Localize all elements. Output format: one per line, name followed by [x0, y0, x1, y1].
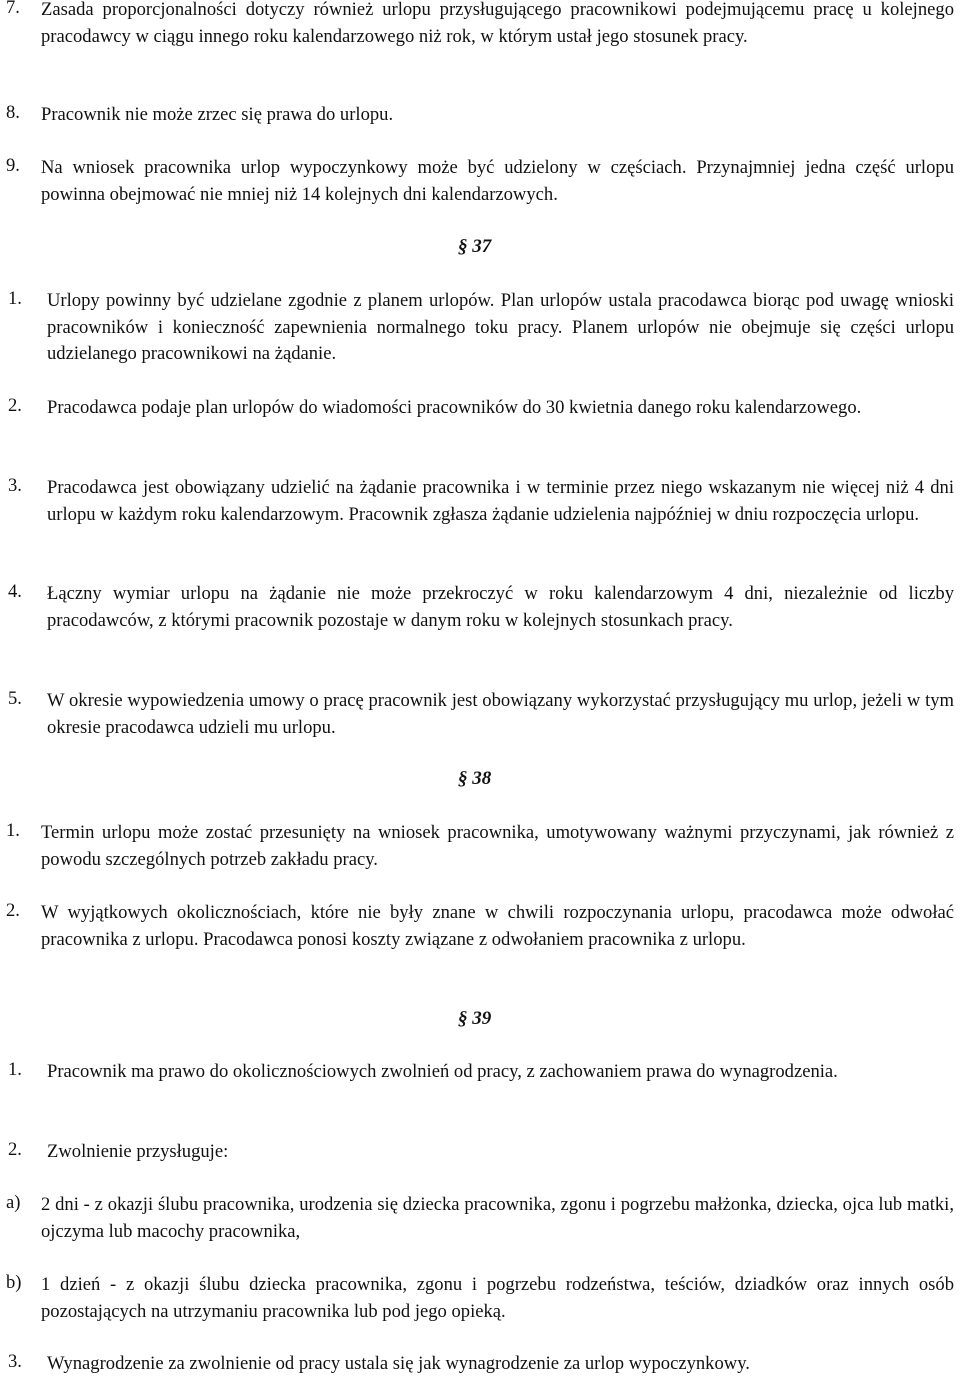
paragraph-number: 5.: [8, 688, 22, 709]
list-marker: b): [6, 1272, 22, 1293]
paragraph-text: Na wniosek pracownika urlop wypoczynkowy może być udzielony w częściach. Przynajmniej jedna część urlopu powinna obejmować nie mniej niż 14 kolejnych dni kalendarzowych.: [41, 157, 954, 205]
list-item-text: 1 dzień - z okazji ślubu dziecka pracownika, zgonu i pogrzebu rodzeństwa, teściów, dziadków oraz innych osób pozostających na utrzymaniu pracownika lub pod jego opieką.: [41, 1274, 954, 1322]
paragraph-number: 4.: [8, 581, 22, 602]
section-heading-38: § 38: [458, 768, 492, 789]
paragraph-number: 7.: [6, 0, 20, 18]
paragraph-text: W okresie wypowiedzenia umowy o pracę pracownik jest obowiązany wykorzystać przysługujący mu urlop, jeżeli w tym okresie pracodawca udzieli mu urlopu.: [47, 690, 954, 738]
paragraph-number: 1.: [8, 1059, 22, 1080]
paragraph-text: Pracodawca podaje plan urlopów do wiadomości pracowników do 30 kwietnia danego roku kalendarzowego.: [47, 397, 862, 418]
paragraph-text: Zasada proporcjonalności dotyczy również urlopu przysługującego pracownikowi podejmującemu pracę u kolejnego pracodawcy w ciągu innego roku kalendarzowego niż rok, w którym ustał jego stosunek pracy.: [41, 0, 954, 47]
section-heading-37: § 37: [458, 236, 492, 257]
paragraph-text: Termin urlopu może zostać przesunięty na wniosek pracownika, umotywowany ważnymi przyczynami, jak również z powodu szczególnych potrzeb zakładu pracy.: [41, 822, 954, 870]
paragraph-text: Pracownik nie może zrzec się prawa do urlopu.: [41, 104, 394, 125]
section-heading-39: § 39: [458, 1008, 492, 1029]
paragraph-text: Wynagrodzenie za zwolnienie od pracy ustala się jak wynagrodzenie za urlop wypoczynkowy.: [47, 1353, 750, 1374]
paragraph-text: Pracownik ma prawo do okolicznościowych zwolnień od pracy, z zachowaniem prawa do wynagrodzenia.: [47, 1061, 838, 1082]
paragraph-number: 2.: [6, 900, 20, 921]
paragraph-number: 3.: [8, 1351, 22, 1372]
paragraph-number: 1.: [8, 288, 22, 309]
paragraph-text: Urlopy powinny być udzielane zgodnie z planem urlopów. Plan urlopów ustala pracodawca biorąc pod uwagę wnioski pracowników i konieczność zapewnienia normalnego toku pracy. Planem urlopów nie obejmuje się części urlopu udzielanego pracownikowi na żądanie.: [47, 290, 954, 364]
list-item-text: 2 dni - z okazji ślubu pracownika, urodzenia się dziecka pracownika, zgonu i pogrzebu małżonka, dziecka, ojca lub matki, ojczyma lub macochy pracownika,: [41, 1194, 954, 1242]
paragraph-number: 2.: [8, 395, 22, 416]
paragraph-number: 1.: [6, 820, 20, 841]
paragraph-number: 2.: [8, 1139, 22, 1160]
paragraph-number: 3.: [8, 475, 22, 496]
paragraph-text: W wyjątkowych okolicznościach, które nie były znane w chwili rozpoczynania urlopu, pracodawca może odwołać pracownika z urlopu. Pracodawca ponosi koszty związane z odwołaniem pracownika z urlopu.: [41, 902, 954, 950]
list-marker: a): [6, 1192, 21, 1213]
paragraph-number: 9.: [6, 155, 20, 176]
paragraph-text: Pracodawca jest obowiązany udzielić na żądanie pracownika i w terminie przez niego wskazanym nie więcej niż 4 dni urlopu w każdym roku kalendarzowym. Pracownik zgłasza żądanie udzielenia najpóźniej w dniu rozpoczęcia urlopu.: [47, 477, 954, 525]
paragraph-number: 8.: [6, 102, 20, 123]
paragraph-text: Zwolnienie przysługuje:: [47, 1141, 229, 1162]
paragraph-text: Łączny wymiar urlopu na żądanie nie może przekroczyć w roku kalendarzowym 4 dni, niezależnie od liczby pracodawców, z którymi pracownik pozostaje w danym roku w kolejnych stosunkach pracy.: [47, 583, 954, 631]
